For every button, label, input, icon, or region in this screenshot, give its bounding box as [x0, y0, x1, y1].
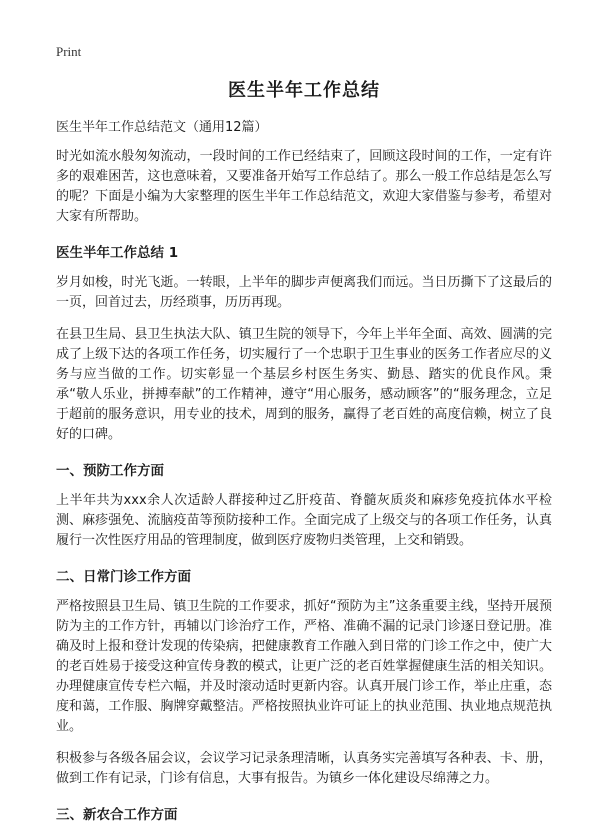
subsection-heading-rural-coop: 三、新农合工作方面 [56, 807, 178, 823]
section-heading-1: 医生半年工作总结 1 [56, 245, 179, 261]
subsection-heading-outpatient: 二、日常门诊工作方面 [56, 569, 191, 585]
section1-paragraph-2: 在县卫生局、县卫生执法大队、镇卫生院的领导下，今年上半年全面、高效、圆满的完成了上级下达的各项工作任务，切实履行了一个忠职于卫生事业的医务工作者应尽的义务与应当做的工作。切实彰显一个基层乡村医生务实、勤恳、踏实的优良作风。秉承“敬人乐业，拼搏奉献”的工作精神，遵守“用心服务，感动顾客”的“服务理念，立足于超前的服务意识，用专业的技术，周到的服务，赢得了老百姓的高度信赖，树立了良好的口碑。 [56, 327, 552, 442]
section1-paragraph-1: 岁月如梭，时光飞逝。一转眼，上半年的脚步声便离我们而远。当日历撕下了这最后的一页，回首过去，历经琐事，历历再现。 [56, 275, 552, 310]
intro-paragraph: 时光如流水般匆匆流动，一段时间的工作已经结束了，回顾这段时间的工作，一定有许多的艰难困苦，这也意味着，又要准备开始写工作总结了。那么一般工作总结是怎么写的呢？下面是小编为大家整理的医生半年工作总结范文，欢迎大家借鉴与参考，希望对大家有所帮助。 [56, 149, 552, 224]
page-title: 医生半年工作总结 [228, 80, 380, 101]
document-subtitle: 医生半年工作总结范文（通用12篇） [56, 120, 268, 135]
outpatient-paragraph-1: 严格按照县卫生局、镇卫生院的工作要求，抓好“预防为主”这条重要主线，坚持开展预防为主的工作方针，再辅以门诊治疗工作，严格、准确不漏的记录门诊逐日登记册。准确及时上报和登计发现的传染病，把健康教育工作融入到日常的门诊工作之中，使广大的老百姓易于接受这种宣传身教的模式，让更广泛的老百姓掌握健康生活的相关知识。办理健康宣传专栏六幅，并及时滚动适时更新内容。认真开展门诊工作，举止庄重，态度和蔼，工作服、胸牌穿戴整洁。严格按照执业许可证上的执业范围、执业地点规范执业。 [56, 599, 552, 734]
print-link[interactable]: Print [56, 44, 82, 59]
outpatient-paragraph-2: 积极参与各级各届会议，会议学习记录条理清晰，认真务实完善填写各种表、卡、册，做到工作有记录，门诊有信息，大事有报告。为镇乡一体化建设尽绵薄之力。 [56, 751, 552, 786]
subsection-heading-prevention: 一、预防工作方面 [56, 463, 164, 479]
prevention-paragraph: 上半年共为xxx余人次适龄人群接种过乙肝疫苗、脊髓灰质炎和麻疹免疫抗体水平检测、麻疹强免、流脑疫苗等预防接种工作。全面完成了上级交与的各项工作任务，认真履行一次性医疗用品的管理制度，做到医疗废物归类管理，上交和销毁。 [56, 493, 552, 548]
